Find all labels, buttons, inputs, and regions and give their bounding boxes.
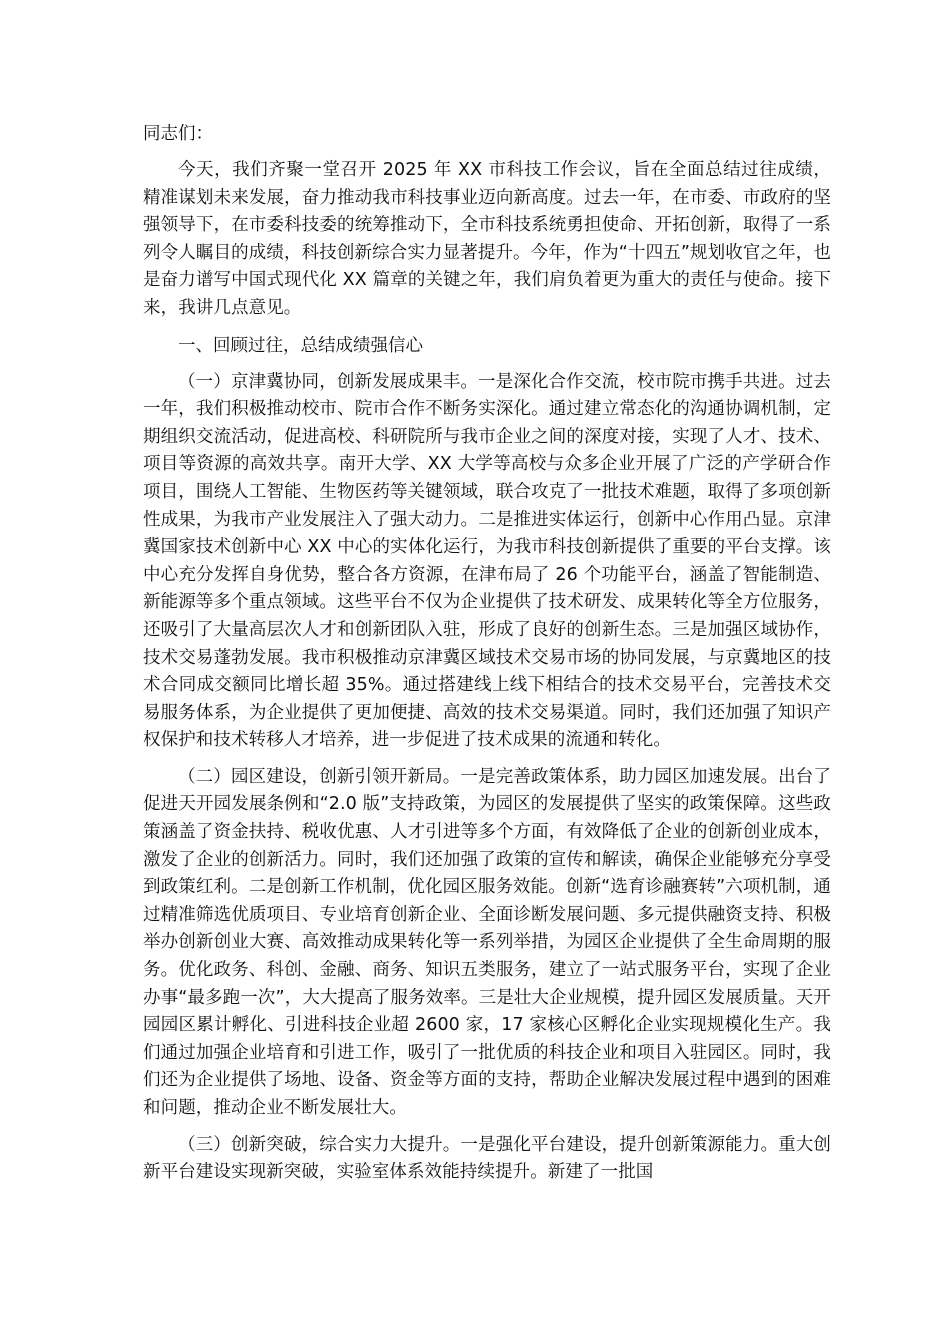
subsection-paragraph-3: （三）创新突破，综合实力大提升。一是强化平台建设，提升创新策源能力。重大创新平台建设实现新突破，实验室体系效能持续提升。新建了一批国: [143, 1134, 831, 1183]
salutation: 同志们：: [143, 124, 213, 144]
subsection-paragraph-2: （二）园区建设，创新引领开新局。一是完善政策体系，助力园区加速发展。出台了促进天开园发展条例和“2.0 版”支持政策，为园区的发展提供了坚实的政策保障。这些政策涵盖了资金扶持、税收优惠、人才引进等多个方面，有效降低了企业的创新创业成本，激发了企业的创新活力。同时，我们还加强了政策的宣传和解读，确保企业能够充分享受到政策红利。二是创新工作机制，优化园区服务效能。创新“选育诊融赛转”六项机制，通过精准筛选优质项目、专业培育创新企业、全面诊断发展问题、多元提供融资支持、积极举办创新创业大赛、高效推动成果转化等一系列举措，为园区企业提供了全生命周期的服务。优化政务、科创、金融、商务、知识五类服务，建立了一站式服务平台，实现了企业办事“最多跑一次”，大大提高了服务效率。三是壮大企业规模，提升园区发展质量。天开园园区累计孵化、引进科技企业超 2600 家，17 家核心区孵化企业实现规模化生产。我们通过加强企业培育和引进工作，吸引了一批优质的科技企业和项目入驻园区。同时，我们还为企业提供了场地、设备、资金等方面的支持，帮助企业解决发展过程中遇到的困难和问题，推动企业不断发展壮大。: [143, 766, 831, 1118]
intro-paragraph: 今天，我们齐聚一堂召开 2025 年 XX 市科技工作会议，旨在全面总结过往成绩，精准谋划未来发展，奋力推动我市科技事业迈向新高度。过去一年，在市委、市政府的坚强领导下，在市委科技委的统筹推动下，全市科技系统勇担使命、开拓创新，取得了一系列令人瞩目的成绩，科技创新综合实力显著提升。今年，作为“十四五”规划收官之年，也是奋力谱写中国式现代化 XX 篇章的关键之年，我们肩负着更为重大的责任与使命。接下来，我讲几点意见。: [143, 160, 831, 318]
subsection-paragraph-1: （一）京津冀协同，创新发展成果丰。一是深化合作交流，校市院市携手共进。过去一年，我们积极推动校市、院市合作不断务实深化。通过建立常态化的沟通协调机制，定期组织交流活动，促进高校、科研院所与我市企业之间的深度对接，实现了人才、技术、项目等资源的高效共享。南开大学、XX 大学等高校与众多企业开展了广泛的产学研合作项目，围绕人工智能、生物医药等关键领域，联合攻克了一批技术难题，取得了多项创新性成果，为我市产业发展注入了强大动力。二是推进实体运行，创新中心作用凸显。京津冀国家技术创新中心 XX 中心的实体化运行，为我市科技创新提供了重要的平台支撑。该中心充分发挥自身优势，整合各方资源，在津布局了 26 个功能平台，涵盖了智能制造、新能源等多个重点领域。这些平台不仅为企业提供了技术研发、成果转化等全方位服务，还吸引了大量高层次人才和创新团队入驻，形成了良好的创新生态。三是加强区域协作，技术交易蓬勃发展。我市积极推动京津冀区域技术交易市场的协同发展，与京冀地区的技术合同成交额同比增长超 35%。通过搭建线上线下相结合的技术交易平台，完善技术交易服务体系，为企业提供了更加便捷、高效的技术交易渠道。同时，我们还加强了知识产权保护和技术转移人才培养，进一步促进了技术成果的流通和转化。: [143, 371, 831, 751]
document-page: [143, 121, 831, 1187]
section-heading-1: 一、回顾过往，总结成绩强信心: [178, 335, 423, 356]
